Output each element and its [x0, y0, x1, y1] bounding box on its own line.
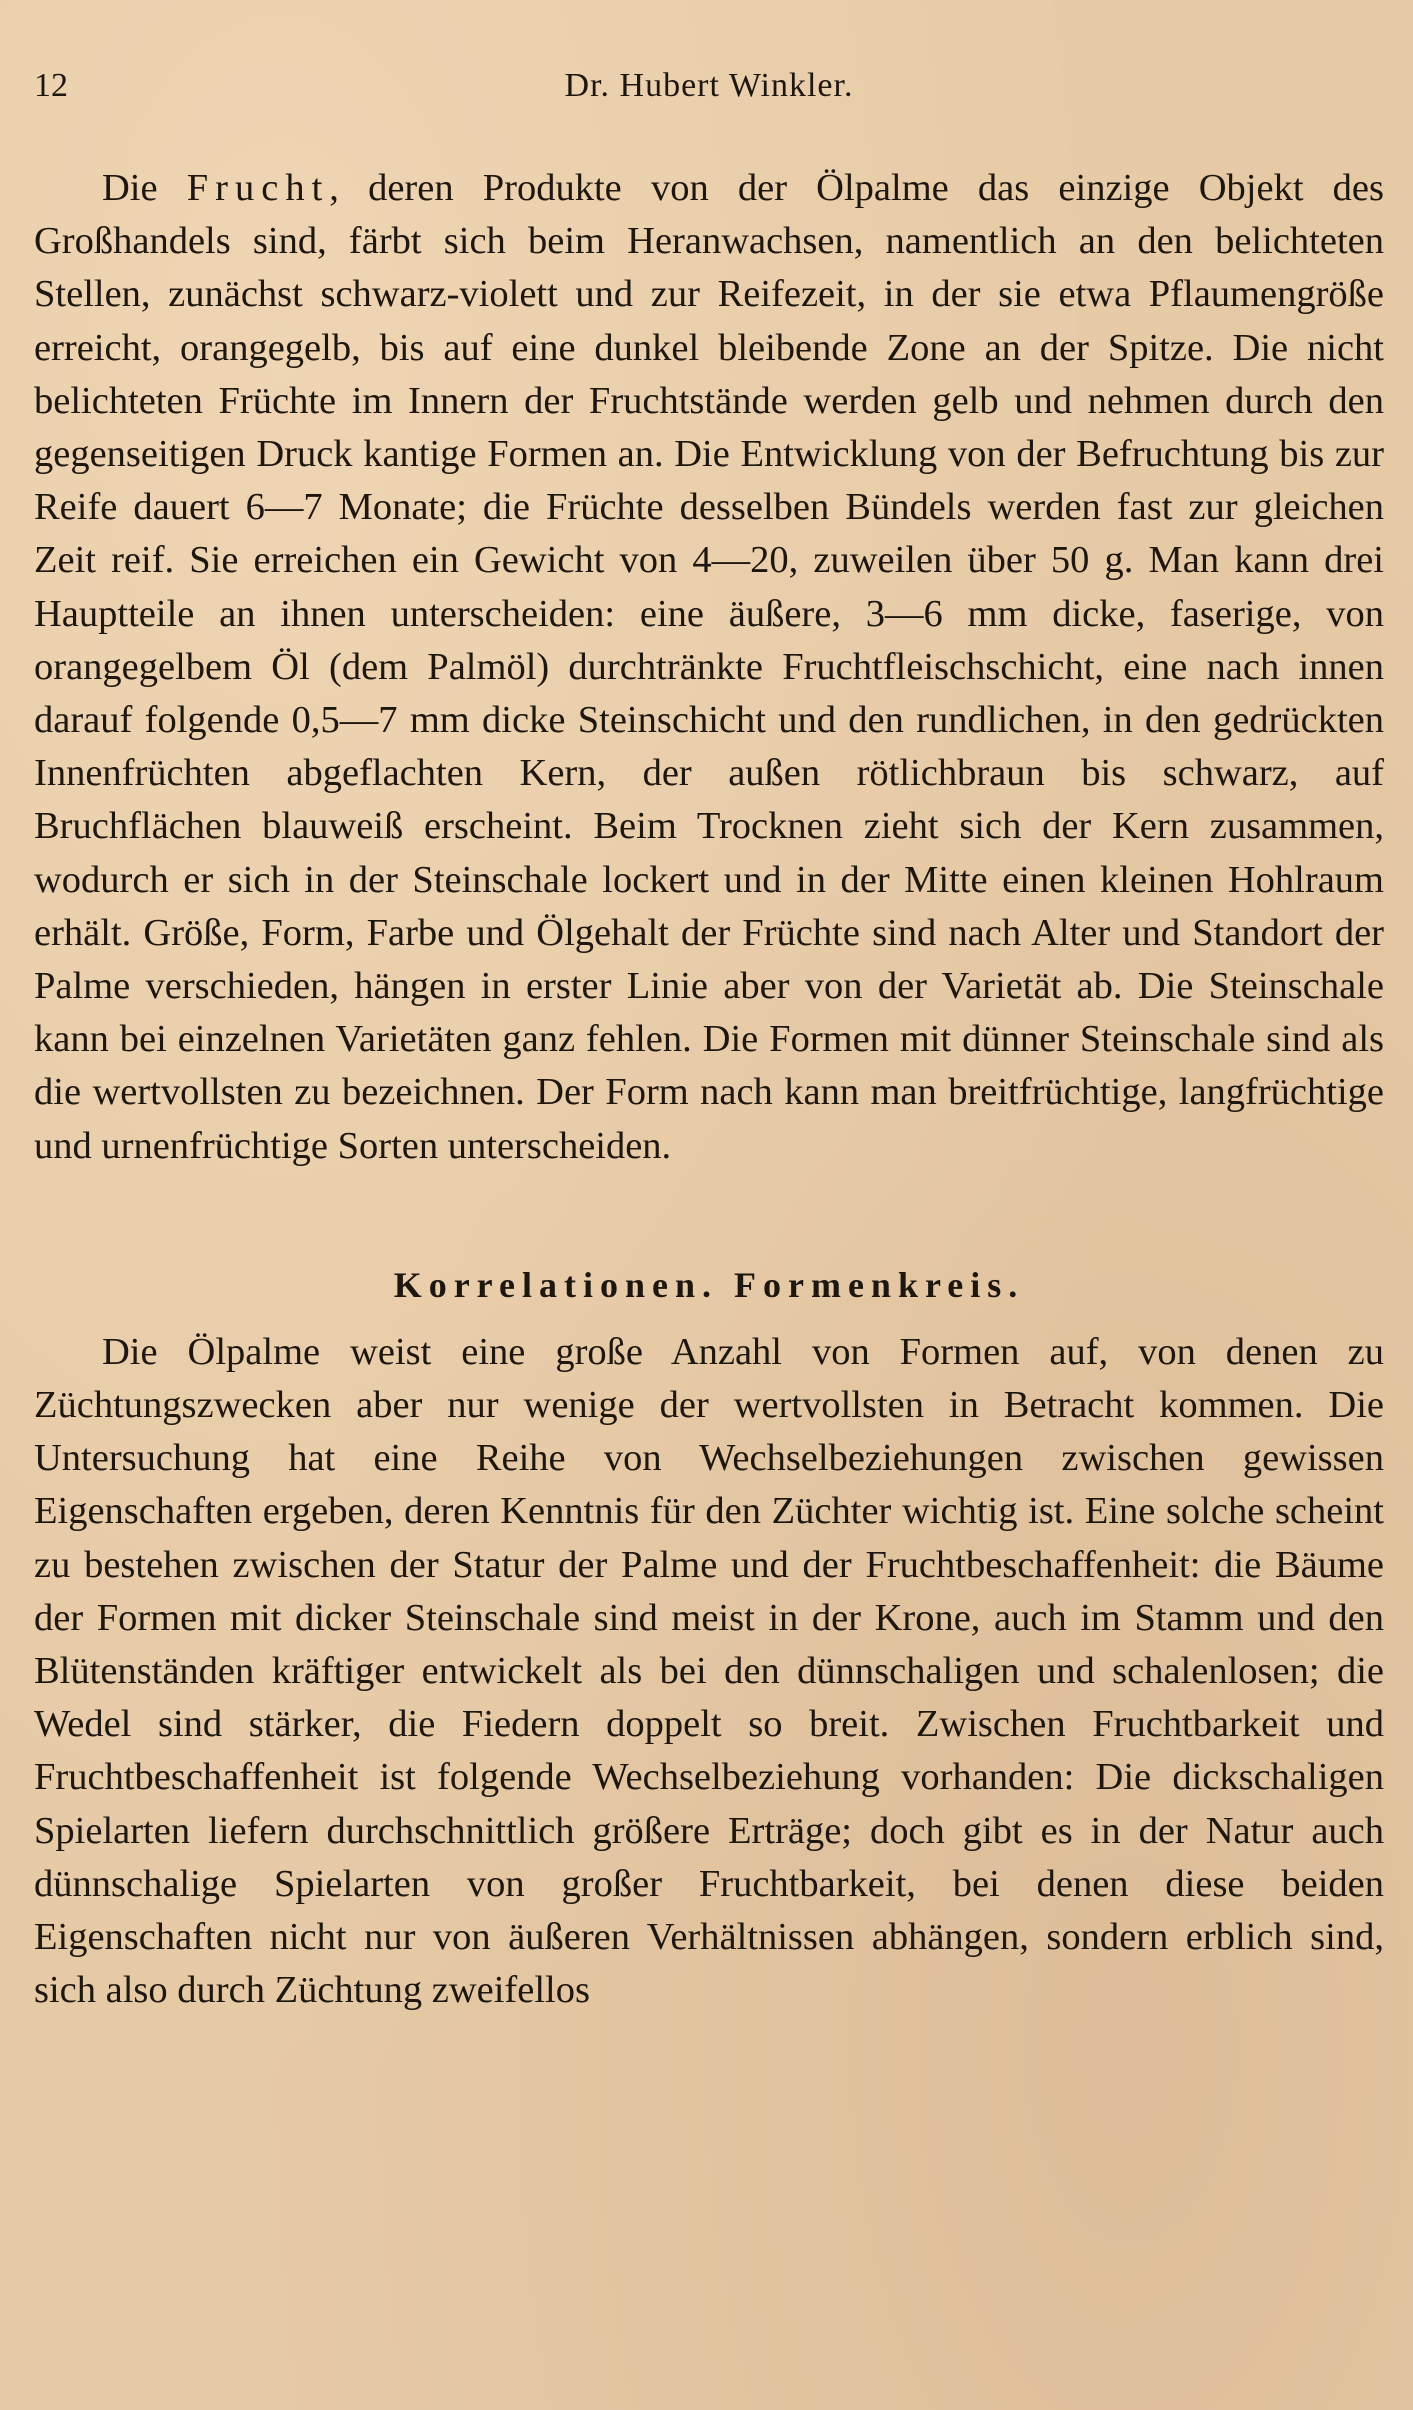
emphasis-frucht: Frucht	[186, 167, 330, 209]
running-title: Dr. Hubert Winkler.	[564, 67, 854, 104]
paragraph-correlations: Die Ölpalme weist eine große Anzahl von Formen auf, von denen zu Züchtungszwecken aber nur wenige der wertvollsten in Betracht kommen. Die Untersuchung hat eine Reihe von Wechselbeziehungen zwischen gewissen Eigenschaften ergeben, deren Kenntnis für den Züchter wichtig ist. Eine solche scheint zu bestehen zwischen der Statur der Palme und der Fruchtbeschaffenheit: die Bäume der Formen mit dicker Steinschale sind meist in der Krone, auch im Stamm und den Blütenständen kräftiger entwickelt als bei den dünnschaligen und schalenlosen; die Wedel sind stärker, die Fiedern doppelt so breit. Zwischen Fruchtbarkeit und Fruchtbeschaffenheit ist folgende Wechselbeziehung vorhanden: Die dickschaligen Spielarten liefern durchschnittlich größere Erträge; doch gibt es in der Natur auch dünnschalige Spielarten von großer Fruchtbarkeit, bei denen diese beiden Eigenschaften nicht nur von äußeren Verhältnissen abhängen, sondern erblich sind, sich also durch Züchtung zweifellos	[34, 1330, 1384, 2012]
section-heading	[34, 1258, 1384, 1312]
page-number: 12	[34, 67, 68, 104]
book-page	[34, 62, 1384, 2392]
paragraph-fruit-lead: Die	[102, 167, 187, 209]
running-head	[34, 62, 1384, 110]
paragraph-fruit-text: , deren Produkte von der Ölpalme das einzige Objekt des Großhandels sind, färbt sich beim Heranwachsen, namentlich an den belichteten Stellen, zunächst schwarz-violett und zur Reifezeit, in der sie etwa Pflaumengröße erreicht, orangegelb, bis auf eine dunkel bleibende Zone an der Spitze. Die nicht belichteten Früchte im Innern der Fruchtstände werden gelb und nehmen durch den gegenseitigen Druck kantige Formen an. Die Entwicklung von der Befruchtung bis zur Reife dauert 6—7 Monate; die Früchte desselben Bündels werden fast zur gleichen Zeit reif. Sie erreichen ein Gewicht von 4—20, zuweilen über 50 g. Man kann drei Hauptteile an ihnen unterscheiden: eine äußere, 3—6 mm dicke, faserige, von orangegelbem Öl (dem Palmöl) durchtränkte Fruchtfleischschicht, eine nach innen darauf folgende 0,5—7 mm dicke Steinschicht und den rundlichen, in den gedrückten Innenfrüchten abgeflachten Kern, der außen rötlichbraun bis schwarz, auf Bruchflächen blauweiß erscheint. Beim Trocknen zieht sich der Kern zusammen, wodurch er sich in der Steinschale lockert und in der Mitte einen kleinen Hohlraum erhält. Größe, Form, Farbe und Ölgehalt der Früchte sind nach Alter und Standort der Palme verschieden, hängen in erster Linie aber von der Varietät ab. Die Steinschale kann bei einzelnen Varietäten ganz fehlen. Die Formen mit dünner Steinschale sind als die wertvollsten zu bezeichnen. Der Form nach kann man breitfrüchtige, langfrüchtige und urnenfrüchtige Sorten unterscheiden.	[34, 167, 1385, 1167]
section-heading-text: Korrelationen. Formenkreis.	[393, 1264, 1025, 1305]
paragraph-fruit	[34, 162, 1384, 1173]
